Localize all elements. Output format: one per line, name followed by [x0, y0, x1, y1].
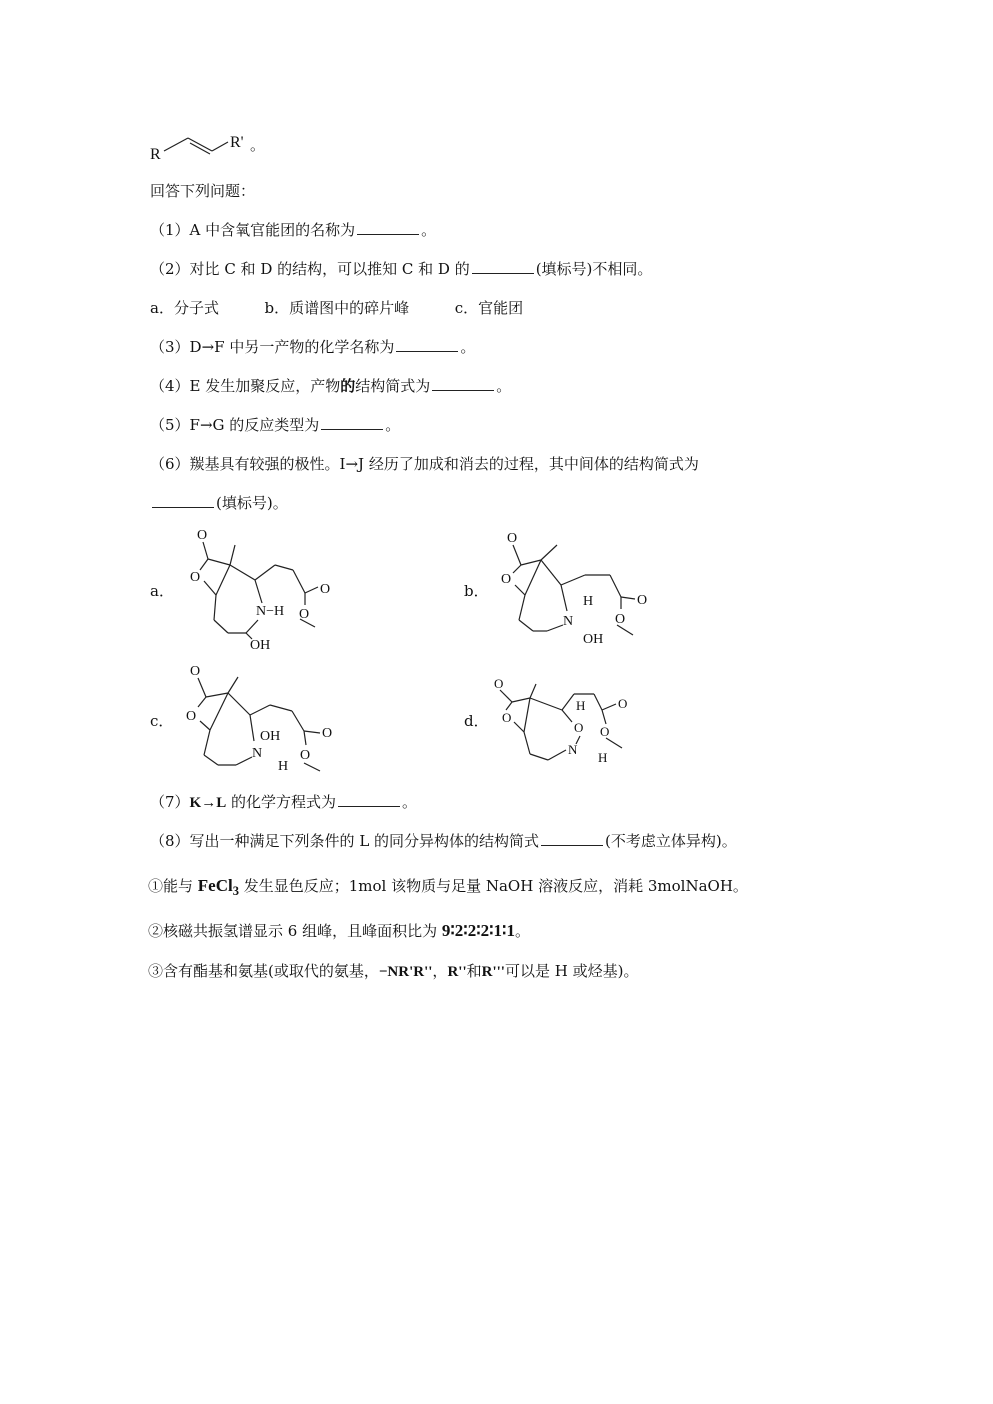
question-5: （5）F→G 的反应类型为 。 — [150, 416, 401, 434]
svg-text:O: O — [299, 607, 310, 622]
answer-blank-7[interactable] — [338, 792, 400, 807]
r-label: R — [150, 146, 161, 163]
svg-text:O: O — [322, 726, 333, 741]
structure-a-label: a． — [150, 582, 174, 600]
alkene-structure — [148, 128, 268, 168]
structure-a — [180, 525, 350, 655]
svg-text:O: O — [600, 724, 610, 739]
svg-text:O: O — [197, 528, 208, 543]
svg-text:O: O — [502, 710, 512, 725]
svg-text:O: O — [494, 676, 504, 691]
svg-text:H: H — [583, 594, 594, 609]
structure-b — [495, 525, 665, 655]
structure-b-label: b． — [464, 582, 489, 600]
svg-text:H: H — [598, 750, 608, 765]
svg-text:OH: OH — [583, 632, 604, 647]
question-2-options — [150, 298, 523, 318]
svg-text:O: O — [574, 720, 584, 735]
svg-text:O: O — [501, 572, 512, 587]
r-prime-label: R' — [230, 134, 244, 151]
condition-2: ②核磁共振氢谱显示 6 组峰，且峰面积比为 9∶2∶2∶2∶1∶1。 — [148, 921, 530, 940]
answer-blank-3[interactable] — [396, 337, 458, 352]
answer-blank-5[interactable] — [321, 415, 383, 430]
question-7: （7）K→L 的化学方程式为 。 — [150, 793, 418, 811]
svg-text:O: O — [190, 570, 201, 585]
svg-text:H: H — [576, 698, 586, 713]
question-6-cont: (填标号)。 — [150, 493, 288, 513]
option-b: b．质谱图中的碎片峰 — [264, 299, 410, 317]
svg-text:O: O — [618, 696, 628, 711]
svg-text:O: O — [320, 582, 331, 597]
question-3: （3）D→F 中另一产物的化学名称为 。 — [150, 338, 476, 356]
condition-1: ①能与 FeCl$_3$ 发生显色反应；1mol 该物质与足量 NaOH 溶液反应，消耗 3molNaOH。 — [148, 876, 748, 898]
svg-text:O: O — [507, 531, 518, 546]
option-a: a．分子式 — [150, 299, 219, 317]
svg-text:N: N — [568, 742, 578, 757]
question-8: （8）写出一种满足下列条件的 L 的同分异构体的结构简式 (不考虑立体异构)。 — [150, 832, 737, 850]
answer-blank-4[interactable] — [432, 376, 494, 391]
question-2: （2）对比 C 和 D 的结构，可以推知 C 和 D 的 (填标号)不相同。 — [150, 260, 653, 278]
answer-blank-8[interactable] — [541, 831, 603, 846]
svg-text:O: O — [190, 664, 201, 679]
intro-text: 回答下列问题： — [150, 182, 256, 200]
structure-d-label: d． — [464, 712, 489, 730]
option-c: c．官能团 — [454, 299, 524, 317]
svg-text:N−H: N−H — [256, 604, 285, 619]
structure-c — [180, 655, 350, 785]
structure-d — [490, 670, 660, 780]
svg-text:N: N — [563, 614, 574, 629]
svg-text:N: N — [252, 746, 263, 761]
svg-text:O: O — [637, 593, 648, 608]
question-6: （6）羰基具有较强的极性。I→J 经历了加成和消去的过程，其中间体的结构简式为 — [150, 455, 699, 473]
question-1: （1）A 中含氧官能团的名称为 。 — [150, 221, 437, 239]
svg-text:。: 。 — [250, 138, 266, 154]
svg-text:H: H — [278, 759, 289, 774]
svg-text:OH: OH — [250, 638, 271, 653]
answer-blank-6[interactable] — [152, 493, 214, 508]
svg-text:O: O — [300, 748, 311, 763]
header-structure — [148, 128, 268, 168]
svg-text:O: O — [615, 612, 626, 627]
answer-blank-1[interactable] — [357, 220, 419, 235]
question-4: （4）E 发生加聚反应，产物的结构简式为 。 — [150, 377, 512, 395]
structure-c-label: c． — [150, 712, 174, 730]
svg-text:O: O — [186, 709, 197, 724]
condition-3: ③含有酯基和氨基(或取代的氨基，−NR'R''，R''和R'''可以是 H 或烃基)。 — [148, 962, 639, 980]
svg-text:OH: OH — [260, 729, 281, 744]
answer-blank-2[interactable] — [472, 259, 534, 274]
